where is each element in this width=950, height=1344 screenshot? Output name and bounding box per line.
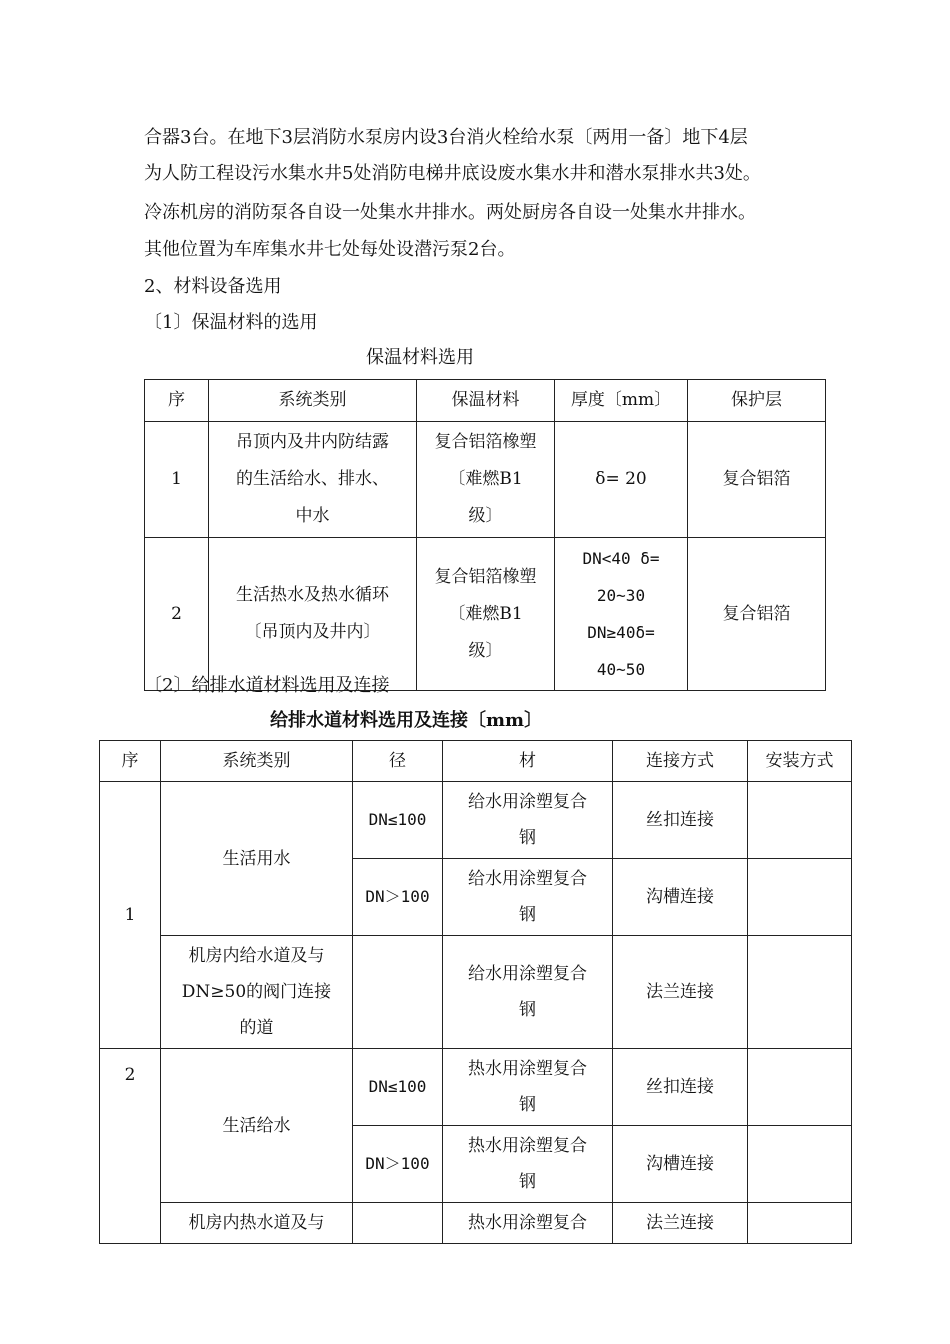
install-cell: [748, 1049, 852, 1126]
insulation-table: [144, 379, 826, 691]
table-row: [100, 1203, 852, 1244]
cell-line: 给水用涂塑复合: [468, 792, 587, 812]
row-number: 1: [145, 422, 209, 538]
table2-caption: 给排水道材料选用及连接〔mm〕: [270, 710, 543, 731]
header-cell: 径: [353, 741, 443, 782]
cell-line: 钢: [519, 1095, 536, 1115]
cell-line: 吊顶内及井内防结露: [236, 432, 389, 452]
cell-line: 热水用涂塑复合: [468, 1059, 587, 1079]
header-cell: 系统类别: [209, 380, 417, 422]
cell-line: 机房内给水道及与: [188, 946, 325, 966]
header-cell: 保护层: [688, 380, 826, 422]
diameter-cell: [353, 936, 443, 1049]
material-cell: [443, 936, 613, 1049]
header-cell: 材: [443, 741, 613, 782]
paragraph-line: 为人防工程设污水集水井5处消防电梯井底设废水集水井和潜水泵排水共3处。: [144, 163, 761, 184]
material-cell: [417, 538, 555, 691]
row-number: 2: [145, 538, 209, 691]
header-cell: 系统类别: [161, 741, 353, 782]
header-cell: 保温材料: [417, 380, 555, 422]
thickness-cell: [555, 538, 688, 691]
material-cell: [443, 1126, 613, 1203]
cell-line: 的生活给水、排水、: [236, 469, 389, 489]
cell-line: 机房内热水道及与: [188, 1213, 325, 1233]
subsection-heading-insulation: 〔1〕保温材料的选用: [144, 312, 318, 333]
connection-cell: 法兰连接: [613, 936, 748, 1049]
cell-line: δ= 20: [595, 469, 647, 489]
material-cell: [417, 422, 555, 538]
category-cell: 生活给水: [161, 1049, 353, 1203]
cell-line: 20~30: [596, 586, 646, 605]
cell-line: 复合铝箔橡塑: [434, 432, 537, 452]
table-row: [145, 422, 826, 538]
subsection-heading-piping: 〔2〕给排水道材料选用及连接: [144, 675, 390, 696]
cell-line: 钢: [519, 1000, 536, 1020]
cell-line: 给水用涂塑复合: [468, 964, 587, 984]
table-row: [100, 1049, 852, 1126]
protection-cell: 复合铝箔: [688, 422, 826, 538]
section-heading: 2、材料设备选用: [144, 276, 282, 297]
header-cell: 厚度〔mm〕: [555, 380, 688, 422]
header-cell: 序: [145, 380, 209, 422]
paragraph-line: 合器3台。在地下3层消防水泵房内设3台消火栓给水泵〔两用一备〕地下4层: [144, 127, 748, 148]
table-row: [100, 936, 852, 1049]
row-number: 1: [100, 782, 161, 1049]
cell-line: 〔难燃B1: [448, 469, 523, 489]
header-cell: 安装方式: [748, 741, 852, 782]
category-cell: [161, 936, 353, 1049]
diameter-cell: DN≤100: [353, 782, 443, 859]
cell-line: 中水: [295, 506, 330, 526]
table-header-row: [145, 380, 826, 422]
diameter-cell: DN＞100: [353, 859, 443, 936]
cell-line: 的道: [239, 1018, 274, 1038]
cell-line: 热水用涂塑复合: [468, 1136, 587, 1156]
header-cell: 连接方式: [613, 741, 748, 782]
table1-caption: 保温材料选用: [366, 347, 474, 368]
install-cell: [748, 1126, 852, 1203]
header-cell: 序: [100, 741, 161, 782]
install-cell: [748, 936, 852, 1049]
table-row: [145, 538, 826, 691]
connection-cell: 沟槽连接: [613, 1126, 748, 1203]
cell-line: DN≥40δ=: [587, 623, 655, 642]
category-cell: [209, 538, 417, 691]
material-cell: [443, 1203, 613, 1244]
protection-cell: 复合铝箔: [688, 538, 826, 691]
cell-line: 生活热水及热水循环: [236, 585, 389, 605]
table-header-row: [100, 741, 852, 782]
thickness-cell: [555, 422, 688, 538]
cell-line: 级〕: [468, 640, 503, 661]
diameter-cell: DN＞100: [353, 1126, 443, 1203]
cell-line: 钢: [519, 828, 536, 848]
install-cell: [748, 859, 852, 936]
category-cell: [161, 1203, 353, 1244]
connection-cell: 丝扣连接: [613, 1049, 748, 1126]
cell-line: 钢: [519, 905, 536, 925]
material-cell: [443, 1049, 613, 1126]
material-cell: [443, 859, 613, 936]
cell-line: 钢: [519, 1172, 536, 1192]
category-cell: 生活用水: [161, 782, 353, 936]
cell-line: 40~50: [596, 660, 646, 679]
cell-line: 级〕: [468, 506, 503, 526]
category-cell: [209, 422, 417, 538]
diameter-cell: DN≤100: [353, 1049, 443, 1126]
cell-line: 给水用涂塑复合: [468, 869, 587, 889]
install-cell: [748, 1203, 852, 1244]
connection-cell: 沟槽连接: [613, 859, 748, 936]
cell-line: DN<40 δ=: [582, 549, 660, 568]
cell-line: 热水用涂塑复合: [468, 1213, 587, 1233]
material-cell: [443, 782, 613, 859]
table-row: [100, 782, 852, 859]
piping-table: [99, 740, 852, 1244]
cell-line: 复合铝箔橡塑: [434, 566, 537, 587]
install-cell: [748, 782, 852, 859]
connection-cell: 丝扣连接: [613, 782, 748, 859]
cell-line: DN≥50的阀门连接: [181, 982, 332, 1002]
diameter-cell: [353, 1203, 443, 1244]
paragraph-line: 冷冻机房的消防泵各自设一处集水井排水。两处厨房各自设一处集水井排水。: [144, 202, 756, 223]
cell-line: 〔吊顶内及井内〕: [244, 622, 381, 642]
paragraph-line: 其他位置为车库集水井七处每处设潜污泵2台。: [144, 239, 516, 260]
row-number: 2: [100, 1049, 161, 1244]
cell-line: 〔难燃B1: [448, 603, 523, 624]
connection-cell: 法兰连接: [613, 1203, 748, 1244]
